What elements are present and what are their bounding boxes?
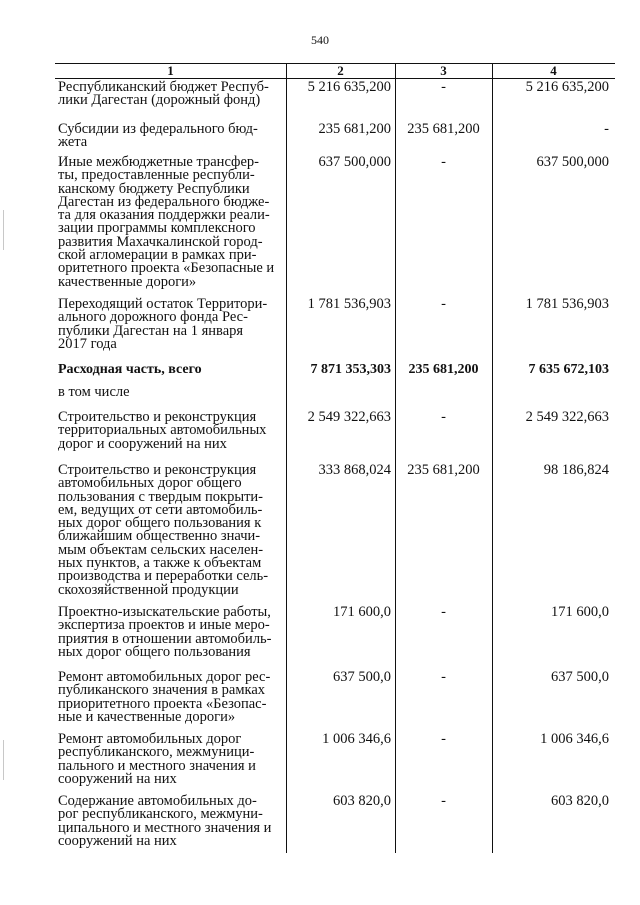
row-label: Субсидии из федерального бюд- жета	[58, 121, 258, 151]
row-regional-value: 98 186,824	[543, 462, 609, 478]
row-total-value: 1 006 346,6	[322, 731, 391, 747]
column-header-3: 3	[440, 63, 447, 78]
row-regional-value: 5 216 635,200	[525, 79, 609, 95]
row-regional-value: 171 600,0	[551, 604, 609, 620]
row-federal-value: 235 681,200	[407, 462, 480, 478]
column-header-4: 4	[550, 63, 557, 78]
row-total-value: 333 868,024	[318, 462, 391, 478]
row-federal-value: 235 681,200	[408, 362, 479, 377]
column-header-2: 2	[337, 63, 344, 78]
row-regional-value: 7 635 672,103	[528, 362, 609, 377]
row-total-value: 171 600,0	[333, 604, 391, 620]
row-total-value: 7 871 353,303	[310, 362, 391, 377]
row-total-value: 637 500,0	[333, 669, 391, 685]
row-federal-value: -	[441, 604, 446, 620]
row-regional-value: 1 781 536,903	[525, 296, 609, 312]
scan-artifact	[3, 210, 4, 250]
row-label: Переходящий остаток Территори- ального дорожного фонда Рес- публики Дагестан на 1 января 2017 года	[58, 296, 268, 352]
row-label: Ремонт автомобильных дорог рес- публиканского значения в рамках приоритетного проекта «Безопас- ные и качественные дороги»	[58, 669, 271, 725]
page-number: 540	[311, 33, 329, 47]
scan-artifact	[3, 740, 4, 780]
row-label: Республиканский бюджет Респуб- лики Дагестан (дорожный фонд)	[58, 79, 269, 109]
row-label: Содержание автомобильных до- рог республиканского, межмуни- ципального и местного значения и сооружений на них	[58, 793, 272, 849]
row-label: в том числе	[58, 384, 130, 400]
row-total-value: 235 681,200	[318, 121, 391, 137]
row-federal-value: -	[441, 669, 446, 685]
row-label: Ремонт автомобильных дорог республиканского, межмуници- пального и местного значения и сооружений на них	[58, 731, 256, 787]
row-federal-value: -	[441, 154, 446, 170]
row-federal-value: 235 681,200	[407, 121, 480, 137]
row-total-value: 603 820,0	[333, 793, 391, 809]
row-regional-value: 1 006 346,6	[540, 731, 609, 747]
row-label: Иные межбюджетные трансфер- ты, предоставленные республи- канскому бюджету Республики Дагестан из федерального бюдже- та для оказания поддержки реали- зации программы комплексного развития Махачкалинской город- ской агломерации в рамках при- оритетного проекта «Безопасные и качественные дороги»	[58, 154, 275, 290]
row-regional-value: 637 500,000	[536, 154, 609, 170]
row-label: Строительство и реконструкция территориальных автомобильных дорог и сооружений на них	[58, 409, 267, 452]
row-total-value: 2 549 322,663	[307, 409, 391, 425]
row-federal-value: -	[441, 79, 446, 95]
row-federal-value: -	[441, 793, 446, 809]
row-regional-value: 603 820,0	[551, 793, 609, 809]
budget-table	[55, 63, 615, 853]
column-header-1: 1	[167, 63, 174, 78]
row-regional-value: -	[604, 121, 609, 137]
row-total-value: 1 781 536,903	[307, 296, 391, 312]
row-label: Строительство и реконструкция автомобильных дорог общего пользования с твердым покрыти- ем, ведущих от сети автомобиль- ных дорог общего пользования к ближайшим общественно значи- мым объектам сельских населен- ных пунктов, а также к объектам производства и переработки сель- скохозяйственной продукции	[58, 462, 269, 598]
row-federal-value: -	[441, 296, 446, 312]
row-federal-value: -	[441, 731, 446, 747]
row-federal-value: -	[441, 409, 446, 425]
row-total-value: 5 216 635,200	[307, 79, 391, 95]
row-total-value: 637 500,000	[318, 154, 391, 170]
row-regional-value: 637 500,0	[551, 669, 609, 685]
row-regional-value: 2 549 322,663	[525, 409, 609, 425]
row-label: Расходная часть, всего	[58, 362, 202, 377]
row-label: Проектно-изыскательские работы, экспертиза проектов и иные меро- приятия в отношении автомобиль- ных дорог общего пользования	[58, 604, 272, 660]
